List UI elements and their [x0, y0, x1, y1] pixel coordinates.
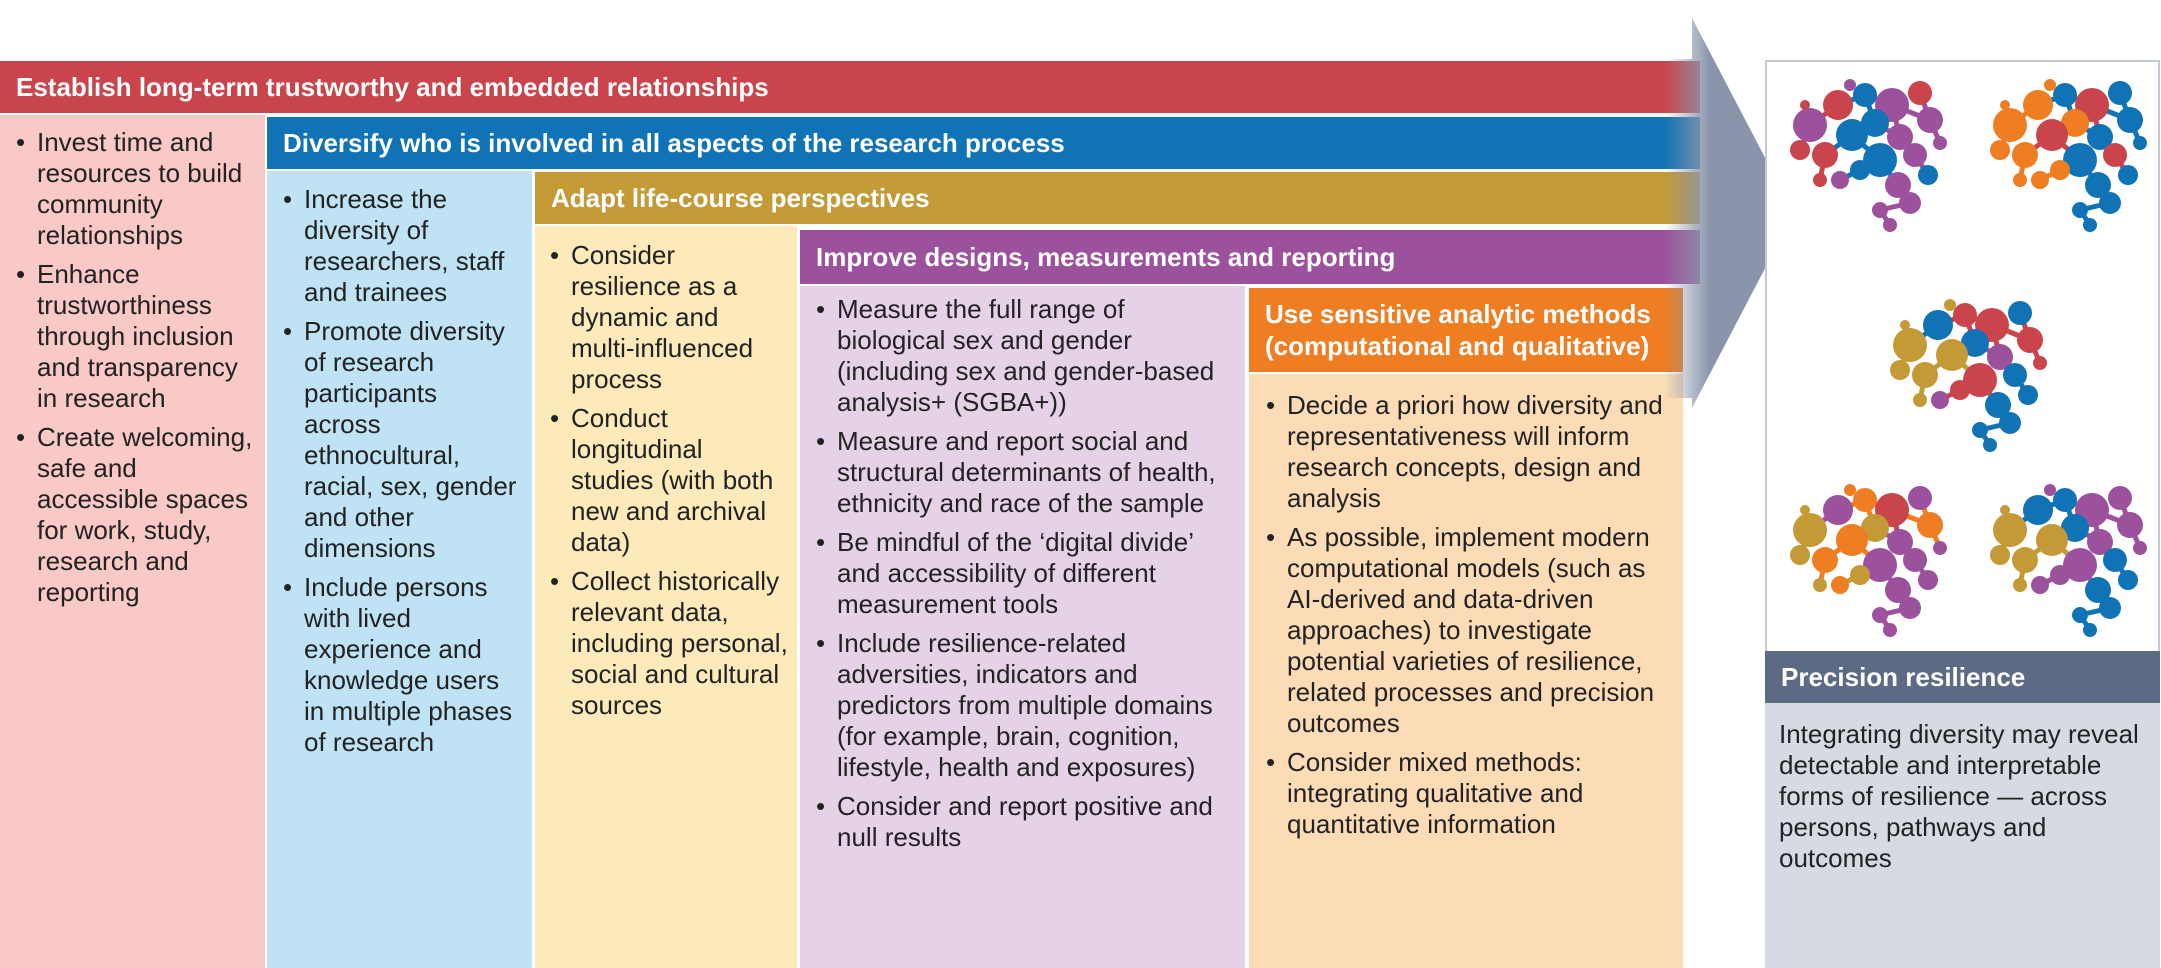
bullet-item: • Invest time and resources to build community relationships: [14, 127, 253, 251]
bullet-item: • Consider mixed methods: integrating qualitative and quantitative information: [1264, 747, 1673, 840]
network-node: [2031, 576, 2049, 594]
brain-network-icon: [1780, 480, 1950, 640]
relationships-column: [0, 115, 265, 968]
network-node: [1908, 81, 1932, 105]
diversify-list: [281, 184, 520, 758]
network-node: [1944, 299, 1956, 311]
network-node: [1900, 320, 1910, 330]
network-node: [1850, 565, 1870, 585]
network-node: [1883, 218, 1897, 232]
bullet-item: • Measure the full range of biological sex and gender (including sex and gender-based analysis+ (SGBA+)): [814, 294, 1237, 418]
network-node: [1923, 310, 1953, 340]
network-node: [2000, 505, 2010, 515]
diversify-column: [267, 170, 532, 968]
network-node: [1812, 142, 1838, 168]
network-node: [2036, 524, 2068, 556]
network-node: [1836, 524, 1868, 556]
network-node: [1993, 513, 2027, 547]
bullet-item: • Create welcoming, safe and accessible spaces for work, study, research and reporting: [14, 422, 253, 608]
life-course-band: [535, 170, 1700, 226]
network-node: [1853, 83, 1877, 107]
network-node: [1990, 545, 2010, 565]
precision-resilience-body: [1765, 703, 2160, 968]
network-node: [2103, 548, 2127, 572]
analytic-list: [1264, 390, 1673, 840]
network-node: [1953, 303, 1977, 327]
network-node: [1800, 505, 1810, 515]
network-node: [1823, 90, 1853, 120]
bullet-item: • Measure and report social and structural determinants of health, ethnicity and race of the sample: [814, 426, 1237, 519]
bullet-item: • Consider resilience as a dynamic and multi-influenced process: [548, 240, 789, 395]
network-node: [2031, 171, 2049, 189]
designs-column: [800, 284, 1245, 968]
relationships-list: [14, 127, 253, 608]
network-node: [1853, 488, 1877, 512]
network-node: [1972, 422, 1988, 438]
network-node: [1903, 143, 1927, 167]
network-node: [1993, 108, 2027, 142]
network-node: [2000, 100, 2010, 110]
relationships-band: [0, 59, 1700, 115]
bullet-item: • Include persons with lived experience and knowledge users in multiple phases of research: [281, 572, 520, 758]
network-node: [1790, 140, 1810, 160]
network-node: [1844, 484, 1856, 496]
bullet-item: • As possible, implement modern computational models (such as AI-derived and data-driven approaches) to investigate potential varieties of resilience, related processes and precision outcomes: [1264, 522, 1673, 739]
network-node: [1831, 171, 1849, 189]
bullet-item: • Decide a priori how diversity and representativeness will inform research concepts, design and analysis: [1264, 390, 1673, 514]
network-node: [2099, 597, 2121, 619]
network-node: [1844, 79, 1856, 91]
network-node: [2044, 79, 2056, 91]
network-node: [2013, 173, 2027, 187]
bullet-item: • Be mindful of the ‘digital divide’ and accessibility of different measurement tools: [814, 527, 1237, 620]
network-node: [2072, 202, 2088, 218]
brain-network-icon: [1980, 75, 2150, 235]
network-node: [2044, 484, 2056, 496]
bullet-item: • Consider and report positive and null results: [814, 791, 1237, 853]
network-node: [2083, 218, 2097, 232]
network-node: [2036, 119, 2068, 151]
brain-network-icon: [1780, 75, 1950, 235]
network-node: [1913, 393, 1927, 407]
network-node: [2118, 165, 2138, 185]
network-node: [2008, 301, 2032, 325]
network-node: [1813, 173, 1827, 187]
network-node: [2099, 192, 2121, 214]
brain-network-icon: [1880, 295, 2050, 455]
network-node: [2053, 488, 2077, 512]
network-node: [2033, 356, 2047, 370]
network-node: [1917, 107, 1943, 133]
network-node: [1983, 438, 1997, 452]
network-node: [1918, 165, 1938, 185]
network-node: [1936, 339, 1968, 371]
network-node: [1836, 119, 1868, 151]
network-node: [2018, 385, 2038, 405]
network-node: [2083, 623, 2097, 637]
network-node: [1933, 541, 1947, 555]
network-node: [1912, 362, 1938, 388]
bullet-item: • Include resilience-related adversities, indicators and predictors from multiple domains (for example, brain, cognition, lifestyle, health and exposures): [814, 628, 1237, 783]
network-node: [2012, 547, 2038, 573]
bullet-item: • Increase the diversity of researchers, staff and trainees: [281, 184, 520, 308]
network-node: [2108, 486, 2132, 510]
network-node: [1933, 136, 1947, 150]
network-node: [2103, 143, 2127, 167]
network-node: [2012, 142, 2038, 168]
life-course-band-title: Adapt life-course perspectives: [551, 182, 930, 213]
life-course-column: [535, 226, 797, 968]
network-node: [1931, 391, 1949, 409]
network-node: [1917, 512, 1943, 538]
network-node: [1899, 597, 1921, 619]
network-node: [2108, 81, 2132, 105]
network-node: [1950, 380, 1970, 400]
network-node: [1990, 140, 2010, 160]
precision-resilience-header: [1765, 651, 2160, 703]
network-node: [1893, 328, 1927, 362]
designs-list: [814, 294, 1237, 853]
network-node: [2023, 495, 2053, 525]
network-node: [1800, 100, 1810, 110]
life-course-list: [548, 240, 789, 721]
network-node: [2133, 136, 2147, 150]
network-node: [1908, 486, 1932, 510]
network-node: [1790, 545, 1810, 565]
network-node: [2050, 160, 2070, 180]
relationships-band-title: Establish long-term trustworthy and embedded relationships: [16, 71, 769, 102]
network-node: [2072, 607, 2088, 623]
network-node: [2133, 541, 2147, 555]
diversify-band: [267, 115, 1700, 171]
network-node: [2117, 107, 2143, 133]
network-node: [2118, 570, 2138, 590]
precision-resilience-text: Integrating diversity may reveal detectable and interpretable forms of resilience — across persons, pathways and outcomes: [1779, 719, 2139, 873]
network-node: [1812, 547, 1838, 573]
bullet-item: • Promote diversity of research participants across ethnocultural, racial, sex, gender and other dimensions: [281, 316, 520, 564]
network-node: [2023, 90, 2053, 120]
network-node: [2003, 363, 2027, 387]
designs-band: [800, 228, 1700, 286]
bullet-item: • Conduct longitudinal studies (with both new and archival data): [548, 403, 789, 558]
network-node: [1899, 192, 1921, 214]
bullet-item: • Collect historically relevant data, including personal, social and cultural sources: [548, 566, 789, 721]
network-node: [1890, 360, 1910, 380]
network-node: [1793, 513, 1827, 547]
network-node: [2117, 512, 2143, 538]
network-node: [2050, 565, 2070, 585]
network-node: [1813, 578, 1827, 592]
network-node: [1831, 576, 1849, 594]
network-node: [1793, 108, 1827, 142]
network-node: [2013, 578, 2027, 592]
network-node: [2017, 327, 2043, 353]
network-node: [1883, 623, 1897, 637]
network-node: [1918, 570, 1938, 590]
network-node: [1872, 202, 1888, 218]
precision-resilience-title: Precision resilience: [1781, 661, 2026, 692]
bullet-item: • Enhance trustworthiness through inclusion and transparency in research: [14, 259, 253, 414]
network-node: [1872, 607, 1888, 623]
diversify-band-title: Diversify who is involved in all aspects of the research process: [283, 127, 1065, 158]
analytic-column: [1249, 374, 1683, 968]
designs-band-title: Improve designs, measurements and reporting: [816, 241, 1396, 272]
network-node: [1903, 548, 1927, 572]
network-node: [2053, 83, 2077, 107]
network-node: [1999, 412, 2021, 434]
analytic-band: [1249, 286, 1683, 374]
brain-network-icon: [1980, 480, 2150, 640]
analytic-band-title: Use sensitive analytic methods (computational and qualitative): [1265, 299, 1651, 361]
network-node: [1850, 160, 1870, 180]
network-node: [1823, 495, 1853, 525]
